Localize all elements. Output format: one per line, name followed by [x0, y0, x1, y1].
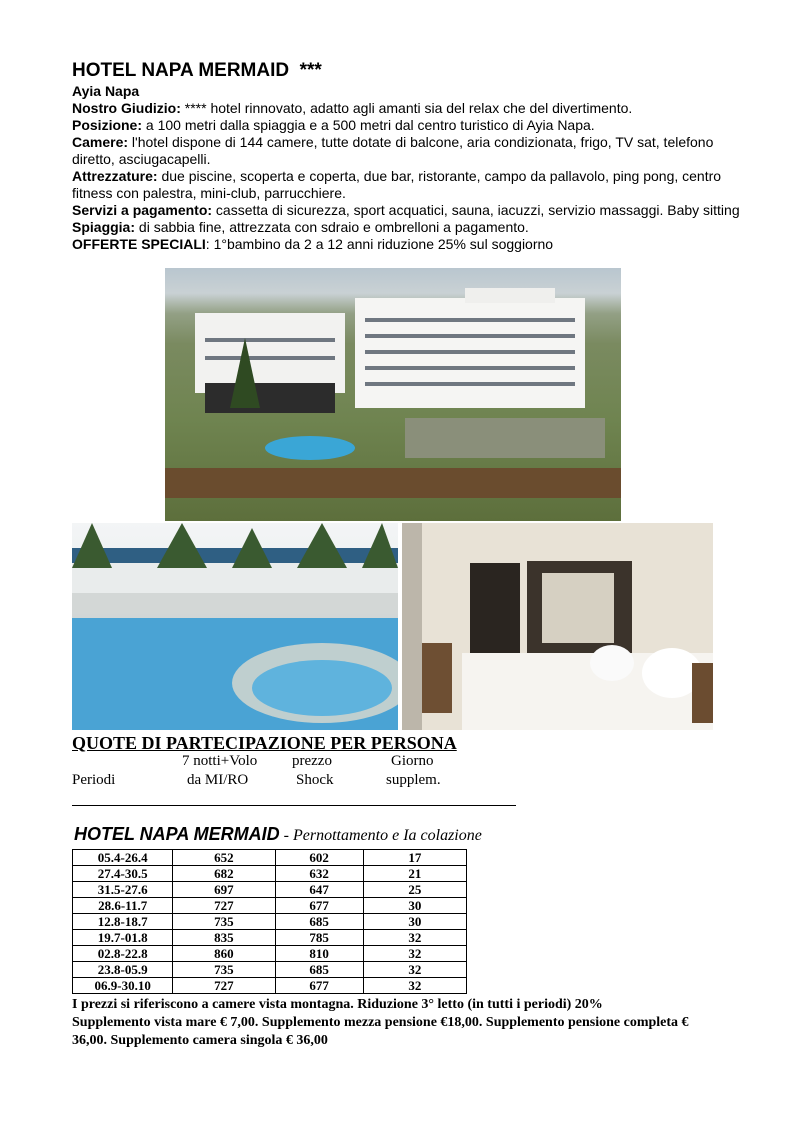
shock-price-cell: 632	[275, 866, 363, 882]
table-title-hotel: HOTEL NAPA MERMAID	[74, 824, 280, 844]
hotel-location: Ayia Napa	[72, 83, 140, 99]
price-cell: 860	[173, 946, 275, 962]
separator-line	[72, 805, 516, 806]
price-cell: 682	[173, 866, 275, 882]
room-photo	[402, 523, 713, 730]
price-notes	[72, 996, 712, 1050]
period-cell: 23.8-05.9	[73, 962, 173, 978]
detail-label: Spiaggia:	[72, 219, 136, 235]
shock-price-cell: 602	[275, 850, 363, 866]
detail-line	[72, 134, 752, 168]
detail-text: a 100 metri dalla spiaggia e a 500 metri dal centro turistico di Ayia Napa.	[142, 117, 595, 133]
price-cell: 735	[173, 962, 275, 978]
supplement-cell: 17	[363, 850, 466, 866]
price-cell: 652	[173, 850, 275, 866]
detail-label: Attrezzature:	[72, 168, 158, 184]
table-row	[73, 930, 467, 946]
detail-line	[72, 117, 752, 134]
detail-label: Posizione:	[72, 117, 143, 133]
period-cell: 28.6-11.7	[73, 898, 173, 914]
price-cell: 835	[173, 930, 275, 946]
shock-price-cell: 677	[275, 898, 363, 914]
shock-price-cell: 810	[275, 946, 363, 962]
supplement-cell: 30	[363, 898, 466, 914]
hotel-exterior-photo	[165, 268, 621, 521]
hotel-details	[72, 100, 752, 253]
shock-price-cell: 685	[275, 914, 363, 930]
detail-line	[72, 202, 752, 219]
table-row	[73, 898, 467, 914]
detail-text: : 1°bambino da 2 a 12 anni riduzione 25% sul soggiorno	[205, 236, 554, 252]
quotes-heading: QUOTE DI PARTECIPAZIONE PER PERSONA	[72, 733, 457, 753]
period-cell: 31.5-27.6	[73, 882, 173, 898]
shock-price-cell: 785	[275, 930, 363, 946]
supplement-cell: 32	[363, 930, 466, 946]
hotel-info	[72, 83, 752, 253]
detail-text: cassetta di sicurezza, sport acquatici, sauna, iacuzzi, servizio massaggi. Baby sitting	[212, 202, 740, 218]
shock-price-cell: 677	[275, 978, 363, 994]
hotel-title: HOTEL NAPA MERMAID ***	[72, 60, 322, 81]
supplement-cell: 32	[363, 946, 466, 962]
period-cell: 27.4-30.5	[73, 866, 173, 882]
period-cell: 05.4-26.4	[73, 850, 173, 866]
detail-text: **** hotel rinnovato, adatto agli amanti sia del relax che del divertimento.	[180, 100, 633, 116]
table-row	[73, 850, 467, 866]
detail-line	[72, 100, 752, 117]
period-cell: 12.8-18.7	[73, 914, 173, 930]
header-notti-volo: 7 notti+Volo	[182, 753, 258, 769]
note-line: I prezzi si riferiscono a camere vista montagna. Riduzione 3° letto (in tutti i periodi) 20%	[72, 997, 603, 1012]
detail-line	[72, 236, 752, 253]
pool-photo	[72, 523, 398, 730]
supplement-cell: 30	[363, 914, 466, 930]
table-row	[73, 882, 467, 898]
shock-price-cell: 685	[275, 962, 363, 978]
detail-label: Camere:	[72, 134, 129, 150]
note-line: Supplemento vista mare € 7,00. Supplemento mezza pensione €18,00. Supplemento pensione completa € 36,00. Supplemento camera singola € 36,00	[72, 1015, 689, 1048]
table-title-board: - Pernottamento e Ia colazione	[279, 827, 482, 844]
shock-price-cell: 647	[275, 882, 363, 898]
price-table	[72, 849, 467, 994]
period-cell: 06.9-30.10	[73, 978, 173, 994]
table-row	[73, 978, 467, 994]
table-row	[73, 946, 467, 962]
supplement-cell: 25	[363, 882, 466, 898]
supplement-cell: 32	[363, 962, 466, 978]
table-row	[73, 962, 467, 978]
price-cell: 727	[173, 978, 275, 994]
header-shock: Shock	[296, 772, 334, 788]
header-giorno: Giorno	[391, 753, 434, 769]
header-periodi: Periodi	[72, 772, 116, 788]
header-prezzo: prezzo	[292, 753, 332, 769]
header-da-mi-ro: da MI/RO	[187, 772, 249, 788]
header-supplem: supplem.	[386, 772, 441, 788]
table-title	[74, 824, 482, 845]
table-row	[73, 914, 467, 930]
supplement-cell: 32	[363, 978, 466, 994]
supplement-cell: 21	[363, 866, 466, 882]
price-cell: 735	[173, 914, 275, 930]
table-row	[73, 866, 467, 882]
detail-line	[72, 219, 752, 236]
detail-text: di sabbia fine, attrezzata con sdraio e ombrelloni a pagamento.	[135, 219, 529, 235]
price-cell: 727	[173, 898, 275, 914]
price-cell: 697	[173, 882, 275, 898]
detail-line	[72, 168, 752, 202]
period-cell: 19.7-01.8	[73, 930, 173, 946]
detail-label: Servizi a pagamento:	[72, 202, 213, 218]
detail-text: l'hotel dispone di 144 camere, tutte dotate di balcone, aria condizionata, frigo, TV sat, telefono diretto, asciugacapelli.	[72, 134, 714, 167]
detail-label: Nostro Giudizio:	[72, 100, 181, 116]
detail-text: due piscine, scoperta e coperta, due bar, ristorante, campo da pallavolo, ping pong, centro fitness con palestra, mini-club, parrucchiere.	[72, 168, 722, 201]
detail-label: OFFERTE SPECIALI	[72, 236, 206, 252]
period-cell: 02.8-22.8	[73, 946, 173, 962]
